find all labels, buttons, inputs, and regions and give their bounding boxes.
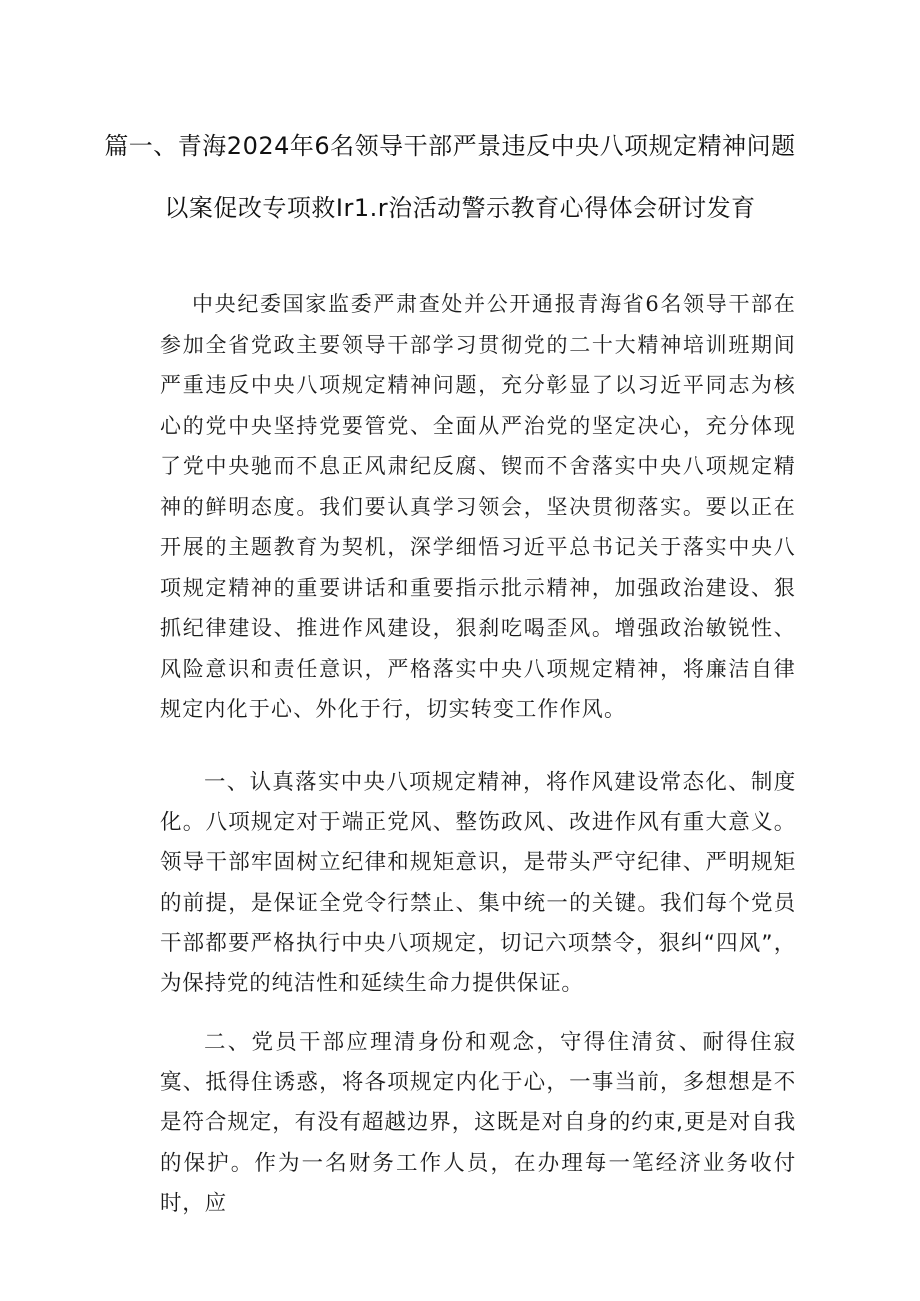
document-title-line-2: 以案促改专项救Ir1.r治活动警示教育心得体会研讨发育: [164, 194, 756, 222]
document-title-line-1: 篇一、青海2024年6名领导干部严景违反中央八项规定精神问题: [104, 132, 796, 160]
section-one-paragraph: 一、认真落实中央八项规定精神，将作风建设常态化、制度化。八项规定对于端正党风、整饬政风、改进作风有重大意义。领导干部牢固树立纪律和规矩意识，是带头严守纪律、严明规矩的前提，是保证全党令行禁止、集中统一的关键。我们每个党员干部都要严格执行中央八项规定，切记六项禁令，狠纠“四风”，为保持党的纯洁性和延续生命力提供保证。: [160, 770, 796, 997]
section-two-paragraph: 二、党员干部应理清身份和观念，守得住清贫、耐得住寂寞、抵得住诱惑，将各项规定内化于心，一事当前，多想想是不是符合规定，有没有超越边界，这既是对自身的约束,更是对自我的保护。作为一名财务工作人员，在办理每一笔经济业务收付时，应: [160, 1030, 796, 1216]
intro-paragraph: 中央纪委国家监委严肃查处并公开通报青海省6名领导干部在参加全省党政主要领导干部学习贯彻党的二十大精神培训班期间严重违反中央八项规定精神问题，充分彰显了以习近平同志为核心的党中央坚持党要管党、全面从严治党的坚定决心，充分体现了党中央驰而不息正风肃纪反腐、锲而不舍落实中央八项规定精神的鲜明态度。我们要认真学习领会，坚决贯彻落实。要以正在开展的主题教育为契机，深学细悟习近平总书记关于落实中央八项规定精神的重要讲话和重要指示批示精神，加强政治建设、狠抓纪律建设、推进作风建设，狠刹吃喝歪风。增强政治敏锐性、风险意识和责任意识，严格落实中央八项规定精神，将廉洁自律规定内化于心、外化于行，切实转变工作作风。: [160, 292, 796, 721]
